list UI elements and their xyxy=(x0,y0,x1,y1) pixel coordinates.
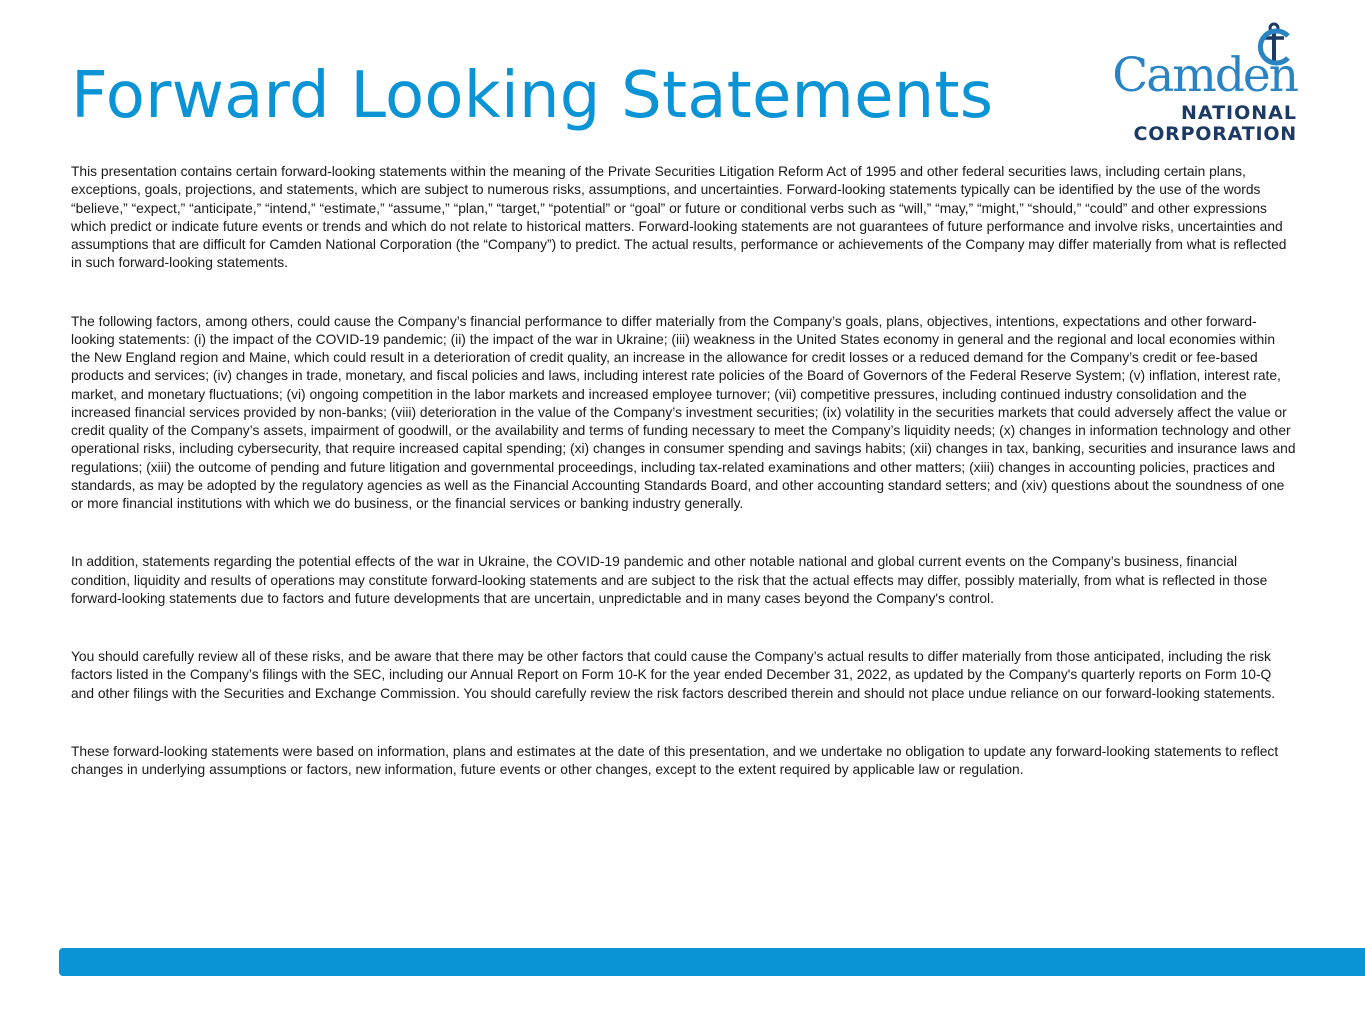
paragraph-risk-factors: The following factors, among others, could cause the Company’s financial performance to differ materially from the Company’s goals, plans, objectives, intentions, expectations and other forward-looking statements: (i) the impact of the COVID-19 pandemic; (ii) the impact of the war in Ukraine; (iii) weakness in the United States economy in general and the regional and local economies within the New England region and Maine, which could result in a deterioration of credit quality, an increase in the allowance for credit losses or a reduced demand for the Company’s credit or fee-based products and services; (iv) changes in trade, monetary, and fiscal policies and laws, including interest rate policies of the Board of Governors of the Federal Reserve System; (v) inflation, interest rate, market, and monetary fluctuations; (vi) ongoing competition in the labor markets and increased employee turnover; (vii) competitive pressures, including continued industry consolidation and the increased financial services provided by non-banks; (viii) deterioration in the value of the Company’s investment securities; (ix) volatility in the securities markets that could adversely affect the value or credit quality of the Company’s assets, impairment of goodwill, or the availability and terms of funding necessary to meet the Company’s liquidity needs; (x) changes in information technology and other operational risks, including cybersecurity, that require increased capital spending; (xi) changes in consumer spending and savings habits; (xii) changes in tax, banking, securities and insurance laws and regulations; (xiii) the outcome of pending and future litigation and governmental proceedings, including tax-related examinations and other matters; (xiii) changes in accounting policies, practices and standards, as may be adopted by the regulatory agencies as well as the Financial Accounting Standards Board, and other accounting standard setters; and (xiv) questions about the soundness of one or more financial institutions with which we do business, or the financial services or banking industry generally. xyxy=(71,313,1296,511)
slide-title: Forward Looking Statements xyxy=(71,59,994,133)
logo-wordmark: Camden xyxy=(1112,48,1297,103)
paragraph-current-events: In addition, statements regarding the potential effects of the war in Ukraine, the COVID-19 pandemic and other notable national and global current events on the Company’s business, financial condition, liquidity and results of operations may constitute forward-looking statements and are subject to the risk that the actual effects may differ, possibly materially, from what is reflected in those forward-looking statements due to factors and future developments that are uncertain, unpredictable and in many cases beyond the Company's control. xyxy=(71,554,1268,606)
company-logo xyxy=(1100,22,1300,146)
paragraph-intro: This presentation contains certain forward-looking statements within the meaning of the Private Securities Litigation Reform Act of 1995 and other federal securities laws, including certain plans, exceptions, goals, projections, and statements, which are subject to numerous risks, assumptions, and uncertainties. Forward-looking statements typically can be identified by the use of the words “believe,” “expect,” “anticipate,” “intend,” “estimate,” “assume,” “plan,” “target,” “potential” or “goal” or future or conditional verbs such as “will,” “may,” “might,” “should,” “could” and other expressions which predict or indicate future events or trends and which do not relate to historical matters. Forward-looking statements are not guarantees of future performance and involve risks, uncertainties and assumptions that are difficult for Camden National Corporation (the “Company”) to predict. The actual results, performance or achievements of the Company may differ materially from what is reflected in such forward-looking statements. xyxy=(71,164,1287,271)
logo-line-corporation: CORPORATION xyxy=(1133,123,1297,145)
logo-line-national: NATIONAL xyxy=(1180,102,1297,124)
disclaimer-body xyxy=(71,163,1297,779)
paragraph-no-obligation: These forward-looking statements were based on information, plans and estimates at the date of this presentation, and we undertake no obligation to update any forward-looking statements to reflect changes in underlying assumptions or factors, new information, future events or other changes, except to the extent required by applicable law or regulation. xyxy=(71,743,1279,777)
footer-accent-bar xyxy=(59,948,1365,976)
paragraph-review-risks: You should carefully review all of these risks, and be aware that there may be other factors that could cause the Company’s actual results to differ materially from those anticipated, including the risk factors listed in the Company’s filings with the SEC, including our Annual Report on Form 10-K for the year ended December 31, 2022, as updated by the Company's quarterly reports on Form 10-Q and other filings with the Securities and Exchange Commission. You should carefully review the risk factors described therein and should not place undue reliance on our forward-looking statements. xyxy=(71,649,1276,701)
